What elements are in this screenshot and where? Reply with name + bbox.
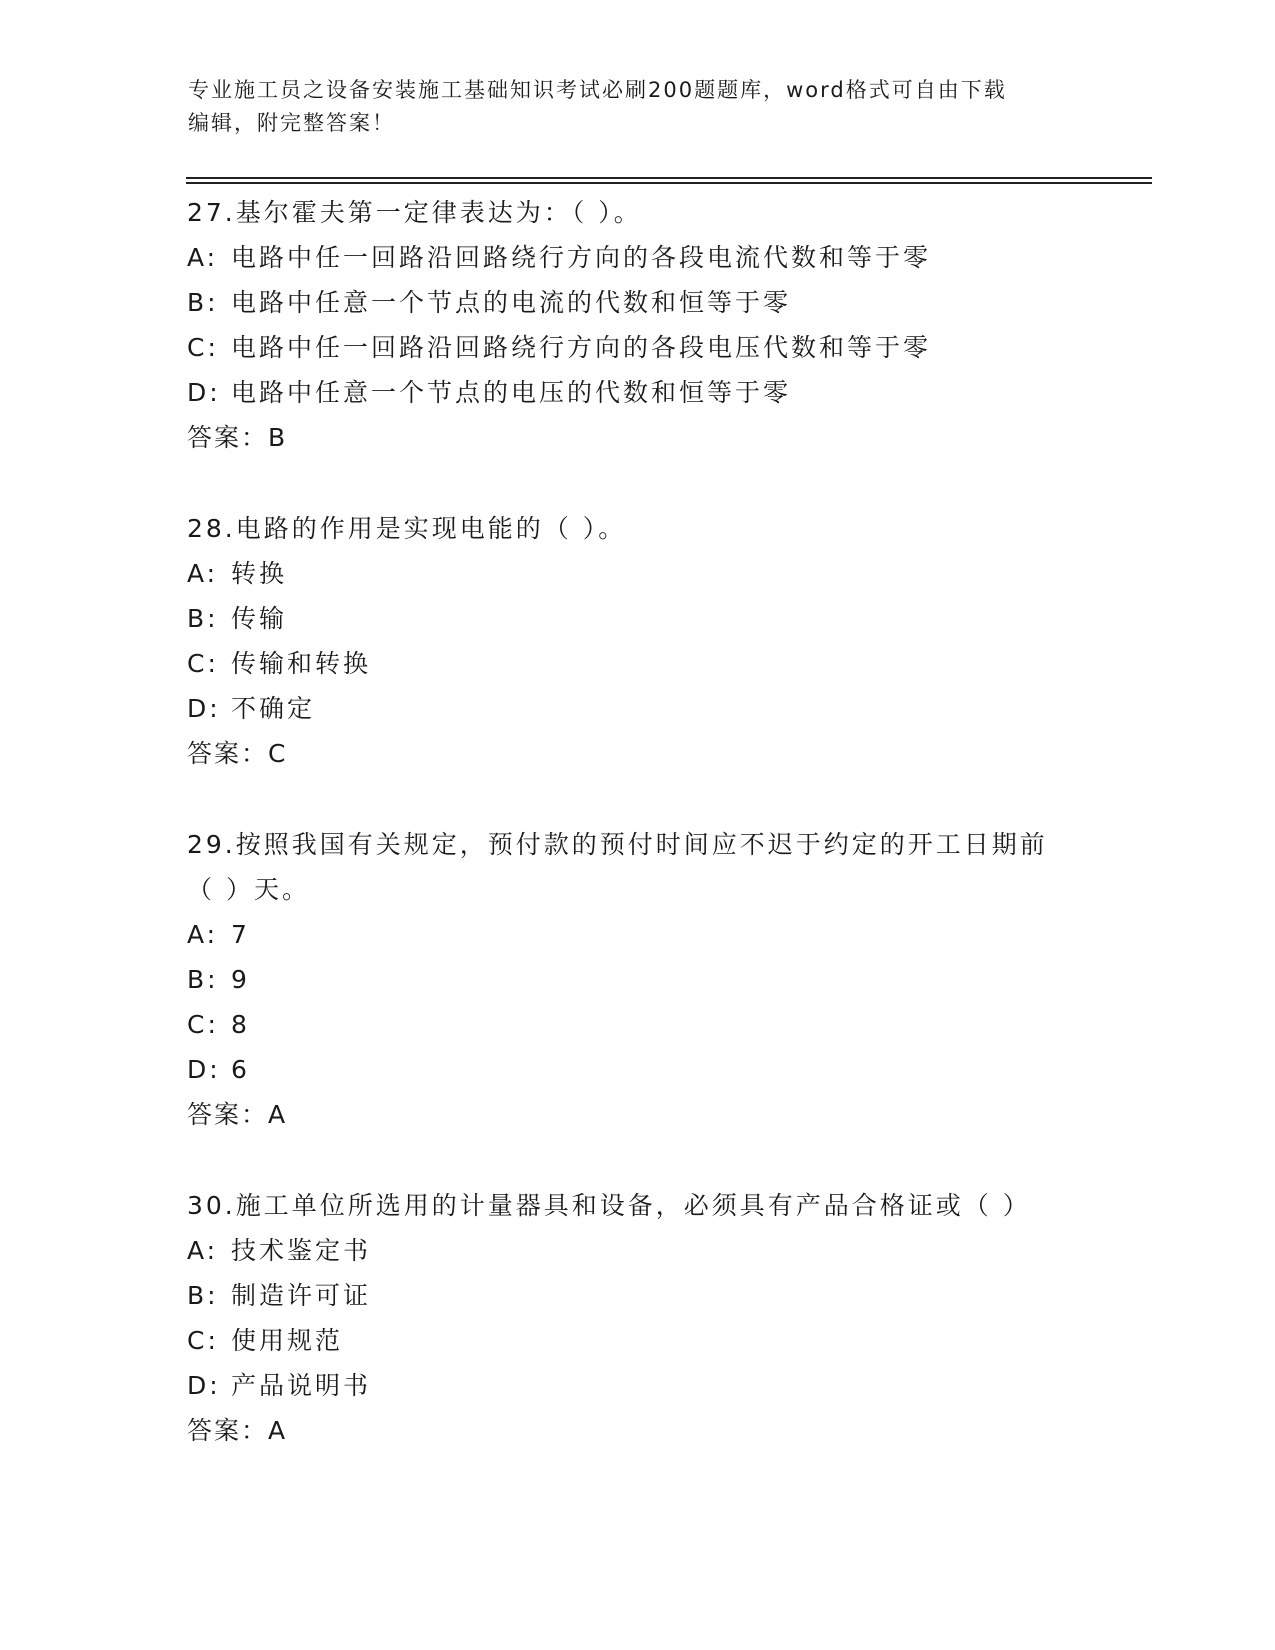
question-27 [187, 190, 1087, 460]
option-c [187, 1318, 1087, 1363]
option-c [187, 1002, 1087, 1047]
option-label: A: [187, 1236, 219, 1265]
answer-line [187, 1408, 1087, 1453]
option-text: 传输和转换 [231, 649, 372, 678]
option-label: C: [187, 1326, 219, 1355]
answer-value: A [268, 1416, 288, 1445]
option-label: D: [187, 1055, 221, 1084]
option-a [187, 235, 1087, 280]
option-b [187, 1273, 1087, 1318]
answer-line [187, 1092, 1087, 1137]
option-c [187, 641, 1087, 686]
option-text: 转换 [231, 559, 288, 588]
option-label: D: [187, 1371, 221, 1400]
option-c [187, 325, 1087, 370]
option-d [187, 1363, 1087, 1408]
option-text: 8 [231, 1010, 250, 1039]
answer-value: C [268, 739, 288, 768]
option-a [187, 551, 1087, 596]
question-stem: 30.施工单位所选用的计量器具和设备，必须具有产品合格证或（ ） [187, 1191, 1031, 1220]
option-text: 电路中任意一个节点的电流的代数和恒等于零 [231, 288, 792, 317]
answer-label: 答案： [187, 739, 269, 768]
question-stem: 28.电路的作用是实现电能的（ ）。 [187, 514, 627, 543]
answer-label: 答案： [187, 423, 269, 452]
question-stem: 27.基尔霍夫第一定律表达为：（ ）。 [187, 198, 642, 227]
option-a [187, 912, 1087, 957]
question-list [187, 190, 1087, 1453]
question-28 [187, 506, 1087, 776]
option-text: 使用规范 [231, 1326, 344, 1355]
option-label: C: [187, 1010, 219, 1039]
option-label: B: [187, 1281, 219, 1310]
option-d [187, 370, 1087, 415]
answer-label: 答案： [187, 1100, 269, 1129]
answer-label: 答案： [187, 1416, 269, 1445]
option-a [187, 1228, 1087, 1273]
header-line-2: 编辑，附完整答案！ [188, 111, 395, 135]
answer-line [187, 415, 1087, 460]
option-text: 产品说明书 [231, 1371, 372, 1400]
document-header [188, 74, 1068, 140]
question-stem-continued: （ ）天。 [187, 875, 310, 904]
option-text: 不确定 [231, 694, 316, 723]
option-label: D: [187, 694, 221, 723]
answer-value: A [268, 1100, 288, 1129]
option-b [187, 596, 1087, 641]
option-text: 6 [231, 1055, 250, 1084]
option-text: 传输 [231, 604, 288, 633]
option-text: 电路中任一回路沿回路绕行方向的各段电压代数和等于零 [231, 333, 932, 362]
option-label: A: [187, 920, 219, 949]
option-d [187, 1047, 1087, 1092]
option-b [187, 280, 1087, 325]
option-text: 7 [231, 920, 250, 949]
answer-value: B [268, 423, 288, 452]
option-text: 9 [231, 965, 250, 994]
option-b [187, 957, 1087, 1002]
option-text: 技术鉴定书 [231, 1236, 372, 1265]
header-divider-top [186, 177, 1152, 179]
option-text: 电路中任一回路沿回路绕行方向的各段电流代数和等于零 [231, 243, 932, 272]
option-label: C: [187, 649, 219, 678]
option-label: A: [187, 559, 219, 588]
answer-line [187, 731, 1087, 776]
question-stem: 29.按照我国有关规定，预付款的预付时间应不迟于约定的开工日期前 [187, 830, 1048, 859]
header-line-1: 专业施工员之设备安装施工基础知识考试必刷200题题库，word格式可自由下载 [188, 78, 1007, 102]
option-label: C: [187, 333, 219, 362]
option-label: D: [187, 378, 221, 407]
option-label: B: [187, 288, 219, 317]
question-30 [187, 1183, 1087, 1453]
option-text: 制造许可证 [231, 1281, 372, 1310]
option-label: B: [187, 965, 219, 994]
option-d [187, 686, 1087, 731]
question-29 [187, 822, 1087, 1137]
header-divider-bottom [186, 182, 1152, 184]
option-text: 电路中任意一个节点的电压的代数和恒等于零 [231, 378, 792, 407]
option-label: A: [187, 243, 219, 272]
option-label: B: [187, 604, 219, 633]
